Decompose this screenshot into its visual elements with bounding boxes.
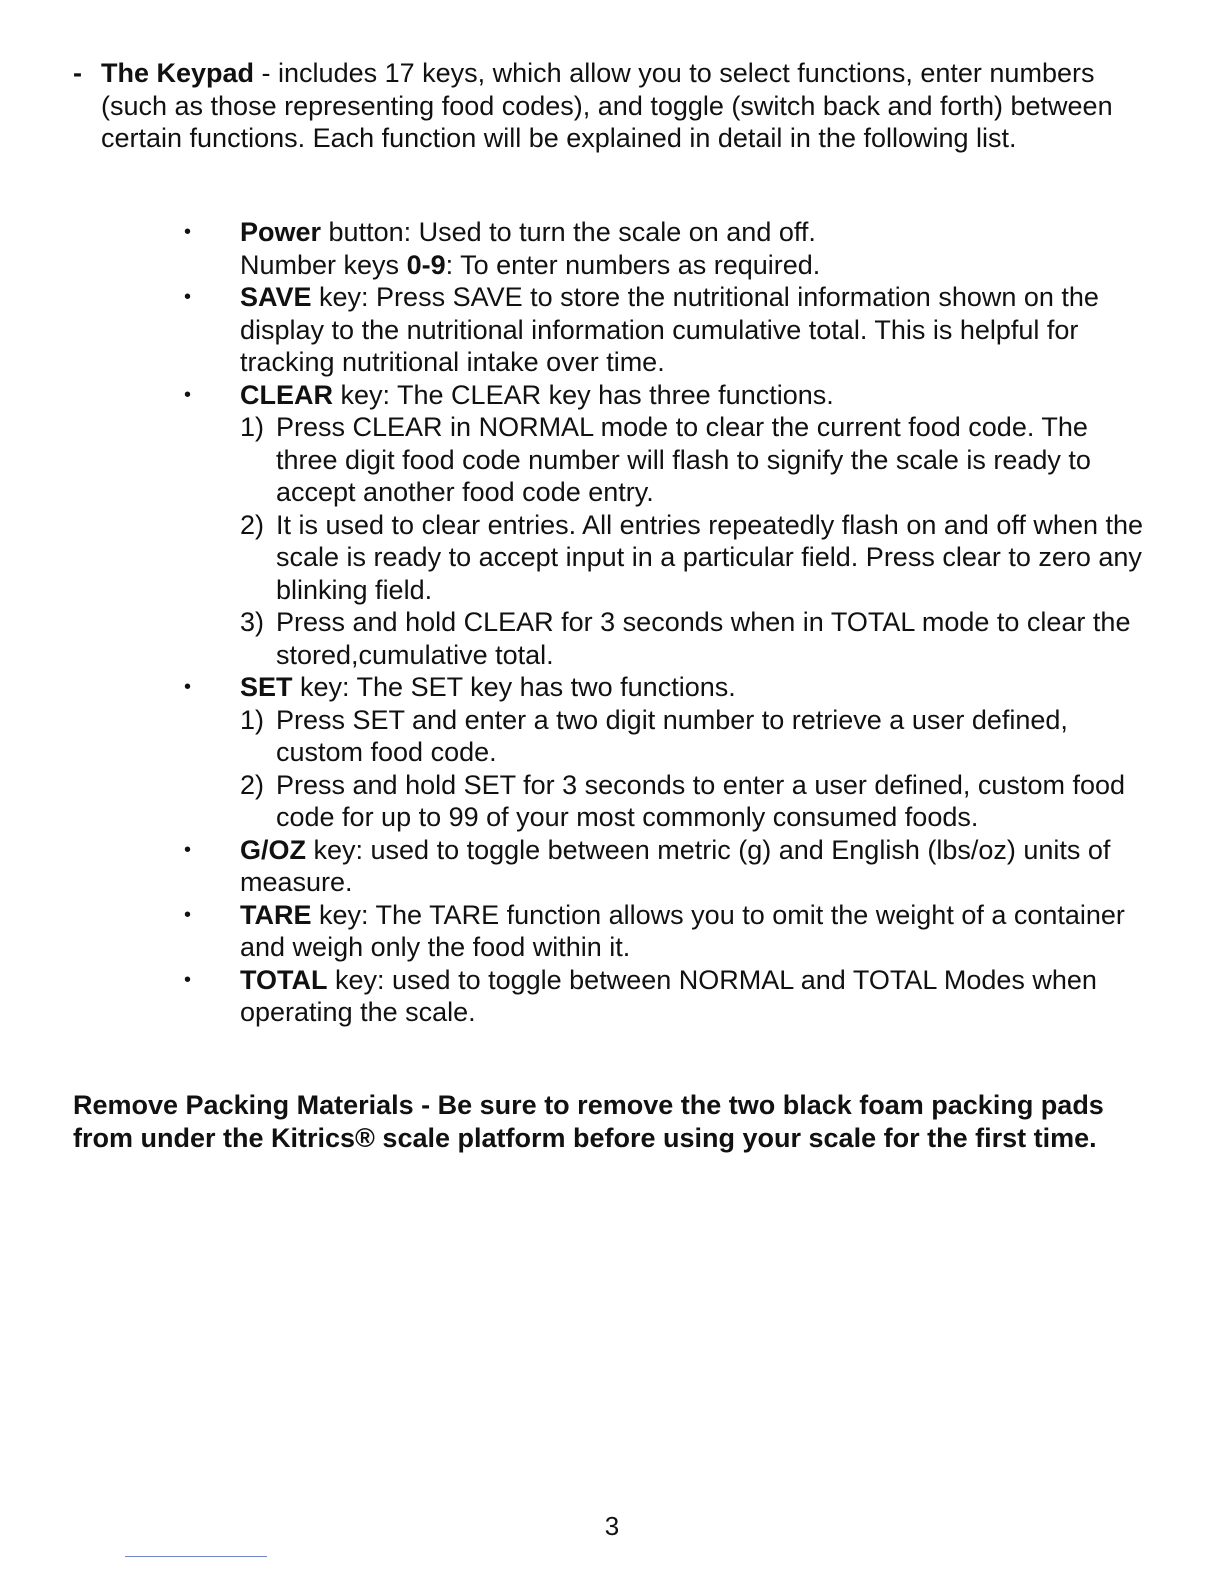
packing-materials-notice: Remove Packing Materials - Be sure to remove the two black foam packing pads from under the Kitrics® scale platform before using your scale for the first time. [73, 1090, 1104, 1153]
save-term: SAVE [240, 282, 312, 312]
set-step [184, 704, 1144, 769]
list-item-total [184, 964, 1144, 1029]
number-keys-term: 0-9 [406, 249, 446, 280]
intro-title: The Keypad [101, 58, 255, 88]
bullet: • [184, 286, 192, 308]
goz-text: key: used to toggle between metric (g) and English (lbs/oz) units of measure. [240, 834, 1111, 897]
set-text: key: The SET key has two functions. [292, 672, 736, 702]
number-keys-prefix: Number keys [240, 249, 407, 280]
clear-step [184, 606, 1144, 671]
list-item-clear [184, 379, 1144, 412]
intro-text: - includes 17 keys, which allow you to select functions, enter numbers (such as those representing food codes), and toggle (switch back and forth) between certain functions. Each function will be explained in detail in the following list. [101, 58, 1113, 153]
set-term: SET [240, 672, 293, 702]
list-item-set [184, 671, 1144, 704]
tare-text: key: The TARE function allows you to omit the weight of a container and weigh only the food within it. [240, 899, 1125, 962]
tare-term: TARE [240, 899, 312, 930]
total-text: key: used to toggle between NORMAL and TOTAL Modes when operating the scale. [240, 964, 1097, 1027]
list-item-number-keys [184, 249, 1144, 282]
step-text: It is used to clear entries. All entries repeatedly flash on and off when the scale is ready to accept input in a particular field. Press clear to zero any blinking field. [276, 509, 1144, 605]
bullet: • [184, 676, 192, 698]
step-text: Press and hold CLEAR for 3 seconds when in TOTAL mode to clear the stored,cumulative total. [276, 607, 1131, 670]
bullet: • [184, 838, 192, 861]
footer-divider [125, 1556, 267, 1557]
bullet: • [184, 903, 192, 926]
clear-step [184, 509, 1144, 607]
goz-term: G/OZ [240, 834, 306, 865]
keypad-function-list [184, 216, 1144, 1029]
step-text: Press SET and enter a two digit number to retrieve a user defined, custom food code. [276, 704, 1068, 767]
step-text: Press and hold SET for 3 seconds to enter a user defined, custom food code for up to 99 of your most commonly consumed foods. [276, 769, 1125, 832]
list-item-save [184, 281, 1144, 379]
step-number: 1) [240, 412, 265, 442]
list-item-power [184, 216, 1144, 249]
bullet: • [184, 221, 192, 243]
set-step [184, 769, 1144, 834]
step-text: Press CLEAR in NORMAL mode to clear the current food code. The three digit food code number will flash to signify the scale is ready to accept another food code entry. [276, 412, 1091, 507]
list-item-tare [184, 899, 1144, 964]
power-text: button: Used to turn the scale on and off. [321, 217, 816, 247]
bullet: • [184, 383, 192, 406]
number-keys-text: : To enter numbers as required. [445, 249, 821, 280]
step-number: 1) [240, 704, 265, 735]
total-term: TOTAL [240, 964, 328, 995]
bullet: • [184, 968, 192, 991]
clear-text: key: The CLEAR key has three functions. [333, 379, 834, 410]
save-text: key: Press SAVE to store the nutritional information shown on the display to the nutritional information cumulative total. This is helpful for tracking nutritional intake over time. [240, 282, 1099, 377]
list-item-goz [184, 834, 1144, 899]
step-number: 2) [240, 769, 265, 800]
page-number: 3 [604, 1511, 620, 1541]
step-number: 2) [240, 509, 265, 540]
power-term: Power [240, 217, 322, 247]
intro-paragraph [101, 57, 1153, 155]
keypad-intro [73, 57, 1153, 155]
clear-step [184, 411, 1144, 509]
intro-dash: - [73, 58, 82, 88]
clear-term: CLEAR [240, 379, 333, 410]
step-number: 3) [240, 607, 265, 637]
